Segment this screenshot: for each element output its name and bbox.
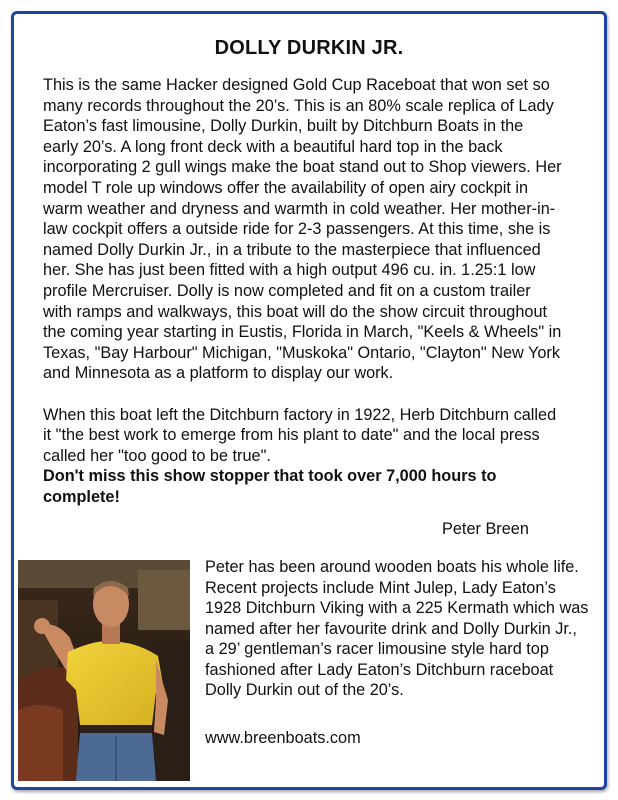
intro-paragraph: This is the same Hacker designed Gold Cup Raceboat that won set so many records throughout the 20’s. This is an 80% scale replica of Lady Eaton’s fast limousine, Dolly Durkin, built by Ditchburn Boats in the early 20’s. A long front deck with a beautiful hard top in the back incorporating 2 gull wings make the boat stand out to Shop viewers. Her model T role up windows offer the availability of open airy cockpit in warm weather and dryness and warmth in cold weather. Her mother-in-law cockpit offers a outside ride for 2-3 passengers. At this time, she is named Dolly Durkin Jr., in a tribute to the masterpiece that influenced her. She has just been fitted with a high output 496 cu. in. 1.25:1 low profile Mercruiser. Dolly is now completed and fit on a custom trailer with ramps and walkways, this boat will do the show circuit throughout the coming year starting in Eustis, Florida in March, "Keels & Wheels" in Texas, "Bay Harbour" Michigan, "Muskoka" Ontario, "Clayton" New York and Minnesota as a platform to display our work.: [43, 76, 562, 383]
document-title: DOLLY DURKIN JR.: [214, 37, 404, 59]
history-text: When this boat left the Ditchburn factory in 1922, Herb Ditchburn called it "the best work to emerge from his plant to date" and the local press called her "too good to be true".: [43, 405, 557, 465]
author-signature: Peter Breen: [442, 520, 529, 538]
website-link[interactable]: www.breenboats.com: [205, 729, 361, 747]
history-paragraph: [43, 405, 563, 508]
call-to-action: Don't miss this show stopper that took over 7,000 hours to complete!: [43, 467, 497, 506]
main-text: [43, 75, 563, 507]
author-photo: [18, 560, 190, 781]
author-bio: Peter has been around wooden boats his whole life. Recent projects include Mint Julep, Lady Eaton’s 1928 Ditchburn Viking with a 225 Kermath which was named after her favourite drink and Dolly Durkin Jr., a 29’ gentleman’s racer limousine style hard top fashioned after Lady Eaton’s Ditchburn raceboat Dolly Durkin out of the 20’s.: [205, 558, 589, 699]
